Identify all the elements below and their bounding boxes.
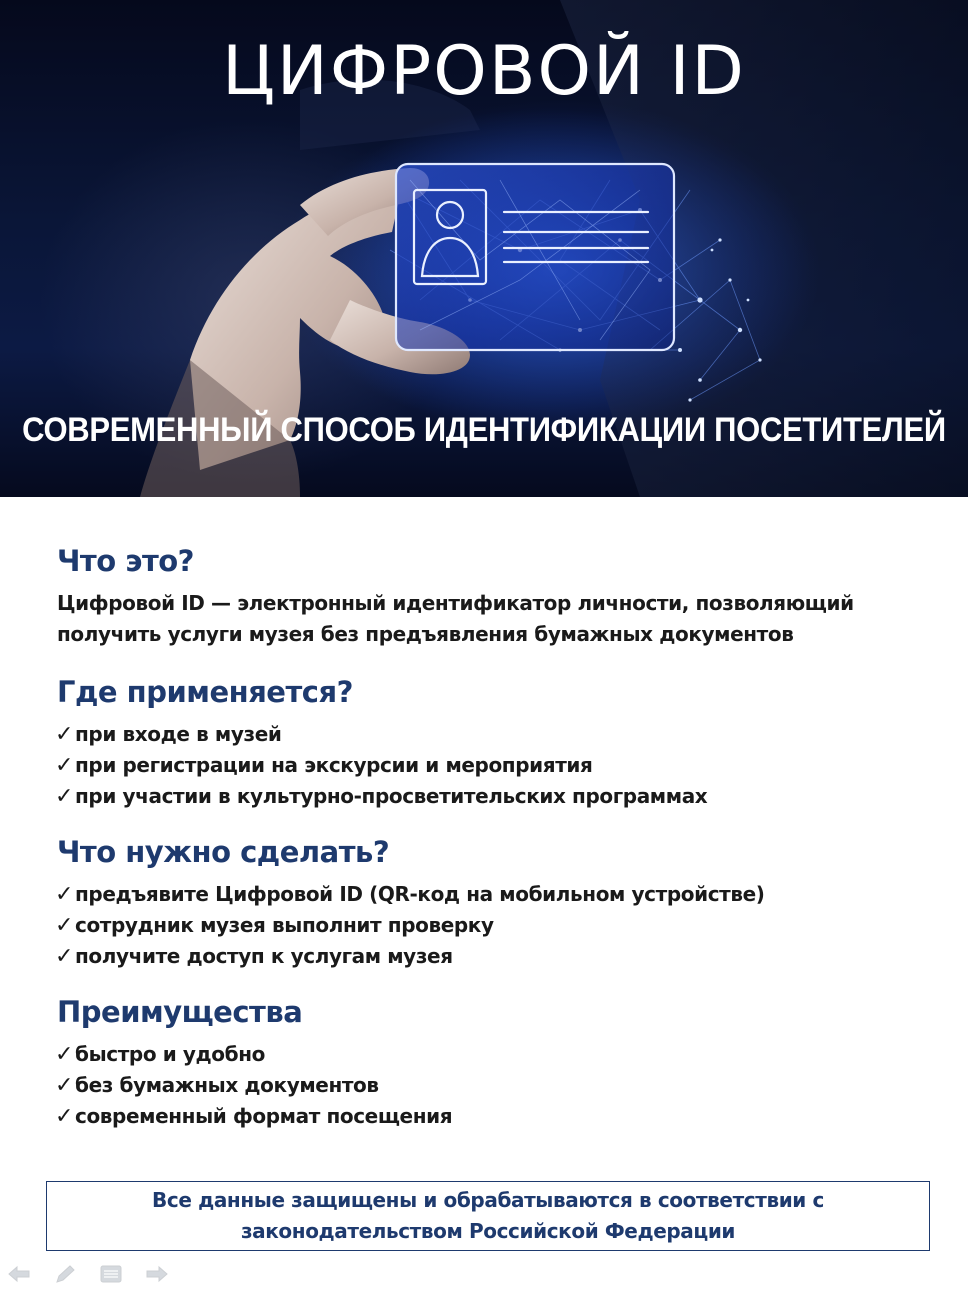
pen-icon[interactable] bbox=[52, 1263, 78, 1285]
note-line-2: законодательством Российской Федерации bbox=[240, 1219, 736, 1243]
note-text bbox=[98, 1185, 878, 1247]
menu-icon[interactable] bbox=[98, 1263, 124, 1285]
list-item-text: без бумажных документов bbox=[75, 1073, 379, 1097]
list-item bbox=[55, 941, 765, 972]
list-item bbox=[55, 1039, 452, 1070]
checkmark-icon: ✓ bbox=[55, 944, 74, 969]
hero-banner bbox=[0, 0, 968, 497]
checkmark-icon: ✓ bbox=[55, 722, 74, 747]
slideshow-controls bbox=[6, 1262, 170, 1286]
arrow-left-icon[interactable] bbox=[6, 1263, 32, 1285]
section-heading-what: Что это? bbox=[57, 544, 195, 578]
where-list bbox=[57, 719, 707, 812]
data-protection-note bbox=[46, 1181, 930, 1251]
checkmark-icon: ✓ bbox=[55, 1104, 74, 1129]
section-where bbox=[57, 671, 707, 812]
checkmark-icon: ✓ bbox=[55, 1073, 74, 1098]
list-item bbox=[55, 750, 707, 781]
section-benefits bbox=[57, 991, 452, 1132]
section-heading-benefits: Преимущества bbox=[57, 995, 303, 1029]
list-item bbox=[55, 910, 765, 941]
list-item-text: быстро и удобно bbox=[75, 1042, 265, 1066]
checkmark-icon: ✓ bbox=[55, 882, 74, 907]
section-heading-where: Где применяется? bbox=[57, 675, 353, 709]
arrow-right-icon[interactable] bbox=[144, 1263, 170, 1285]
list-item bbox=[55, 879, 765, 910]
list-item-text: современный формат посещения bbox=[75, 1104, 453, 1128]
list-item bbox=[55, 1101, 452, 1132]
checkmark-icon: ✓ bbox=[55, 753, 74, 778]
list-item-text: сотрудник музея выполнит проверку bbox=[75, 913, 494, 937]
list-item bbox=[55, 719, 707, 750]
description-line-2: получить услуги музея без предъявления бумажных документов bbox=[57, 622, 794, 646]
checkmark-icon: ✓ bbox=[55, 913, 74, 938]
section-todo bbox=[57, 831, 765, 972]
benefits-list bbox=[57, 1039, 452, 1132]
list-item-text: предъявите Цифровой ID (QR-код на мобильном устройстве) bbox=[75, 882, 765, 906]
checkmark-icon: ✓ bbox=[55, 784, 74, 809]
hero-subtitle: СОВРЕМЕННЫЙ СПОСОБ ИДЕНТИФИКАЦИИ ПОСЕТИТЕЛЕЙ bbox=[22, 409, 946, 450]
list-item-text: при входе в музей bbox=[75, 722, 282, 746]
section-heading-todo: Что нужно сделать? bbox=[57, 835, 390, 869]
hero-title: ЦИФРОВОЙ ID bbox=[222, 32, 746, 111]
list-item-text: при регистрации на экскурсии и мероприятия bbox=[75, 753, 593, 777]
list-item bbox=[55, 1070, 452, 1101]
description-line-1: Цифровой ID — электронный идентификатор личности, позволяющий bbox=[57, 591, 854, 615]
note-line-1: Все данные защищены и обрабатываются в соответствии с bbox=[152, 1188, 824, 1212]
checkmark-icon: ✓ bbox=[55, 1042, 74, 1067]
list-item-text: получите доступ к услугам музея bbox=[75, 944, 453, 968]
section-what bbox=[57, 540, 854, 650]
todo-list bbox=[57, 879, 765, 972]
list-item bbox=[55, 781, 707, 812]
list-item-text: при участии в культурно-просветительских программах bbox=[75, 784, 708, 808]
